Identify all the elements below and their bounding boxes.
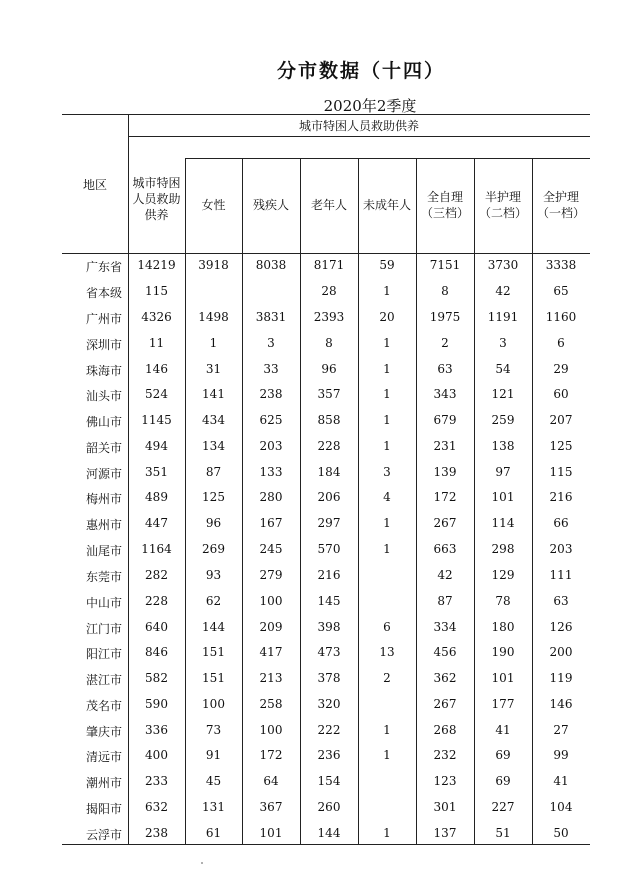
region-name: 广东省: [85, 260, 122, 274]
value-cell: 100: [202, 697, 225, 711]
column-header: 全护理 （一档）: [536, 190, 585, 220]
value-cell: 41: [495, 723, 511, 737]
value-cell: 207: [549, 413, 573, 427]
value-cell: 1: [383, 516, 391, 530]
value-cell: 378: [317, 671, 341, 685]
value-cell: 62: [205, 594, 222, 608]
value-cell: 267: [433, 516, 457, 530]
value-cell: 96: [321, 362, 337, 376]
column-header: 残疾人: [252, 198, 289, 212]
value-cell: 213: [259, 671, 283, 685]
value-cell: 238: [259, 387, 283, 401]
value-cell: 139: [433, 465, 457, 479]
value-cell: 858: [317, 413, 341, 427]
subheader-top-rule: [185, 158, 590, 159]
value-cell: 663: [433, 542, 457, 556]
region-name: 梅州市: [85, 492, 122, 506]
value-cell: 151: [202, 645, 225, 659]
value-cell: 259: [491, 413, 515, 427]
value-cell: 334: [433, 620, 457, 634]
value-cell: 222: [317, 723, 341, 737]
value-cell: 100: [259, 723, 283, 737]
value-cell: 151: [202, 671, 225, 685]
region-name: 湛江市: [85, 673, 122, 687]
value-cell: 494: [145, 439, 168, 453]
value-cell: 206: [317, 490, 341, 504]
value-cell: 846: [145, 645, 168, 659]
value-cell: 6: [383, 620, 391, 634]
value-cell: 101: [491, 671, 515, 685]
value-cell: 1: [209, 336, 218, 350]
value-cell: 2393: [313, 310, 345, 324]
value-cell: 63: [553, 594, 569, 608]
bottom-rule: [62, 844, 590, 845]
value-cell: 126: [549, 620, 573, 634]
value-cell: 14219: [137, 258, 176, 272]
value-cell: 65: [553, 284, 569, 298]
region-name: 江门市: [85, 622, 122, 636]
value-cell: 3: [267, 336, 275, 350]
value-cell: 8: [325, 336, 333, 350]
value-cell: 2: [383, 671, 391, 685]
value-cell: 28: [321, 284, 337, 298]
value-cell: 640: [145, 620, 168, 634]
region-name: 珠海市: [85, 364, 122, 378]
value-cell: 134: [202, 439, 225, 453]
value-cell: 203: [549, 542, 573, 556]
value-cell: 236: [317, 748, 341, 762]
value-cell: 4326: [141, 310, 172, 324]
page-title: 分市数据（十四）: [276, 60, 445, 82]
region-name: 清远市: [85, 750, 122, 764]
value-cell: 172: [433, 490, 457, 504]
value-cell: 336: [145, 723, 168, 737]
value-cell: 1: [383, 542, 391, 556]
value-cell: 1: [383, 439, 391, 453]
value-cell: 41: [553, 774, 569, 788]
column-header: 女性: [201, 198, 226, 212]
value-cell: 115: [549, 465, 573, 479]
value-cell: 146: [549, 697, 573, 711]
value-cell: 489: [145, 490, 168, 504]
value-cell: 228: [317, 439, 341, 453]
value-cell: 11: [148, 336, 165, 350]
header-bottom-rule: [62, 253, 590, 254]
region-name: 阳江市: [85, 647, 122, 661]
value-cell: 279: [259, 568, 283, 582]
region-header: 地区: [82, 178, 107, 192]
value-cell: 456: [433, 645, 457, 659]
value-cell: 131: [202, 800, 225, 814]
value-cell: 29: [553, 362, 569, 376]
value-cell: 129: [491, 568, 515, 582]
value-cell: 31: [205, 362, 222, 376]
region-name: 肇庆市: [85, 725, 122, 739]
value-cell: 216: [317, 568, 341, 582]
value-cell: 524: [145, 387, 168, 401]
value-cell: 268: [433, 723, 457, 737]
value-cell: 190: [491, 645, 515, 659]
value-cell: 3831: [255, 310, 287, 324]
value-cell: 66: [553, 516, 569, 530]
value-cell: 343: [433, 387, 457, 401]
scan-speck: [201, 862, 203, 864]
value-cell: 154: [317, 774, 341, 788]
value-cell: 93: [205, 568, 222, 582]
value-cell: 45: [205, 774, 222, 788]
value-cell: 125: [549, 439, 573, 453]
value-cell: 2: [441, 336, 449, 350]
region-name: 惠州市: [85, 518, 122, 532]
value-cell: 20: [379, 310, 395, 324]
value-cell: 570: [317, 542, 341, 556]
value-cell: 60: [553, 387, 569, 401]
value-cell: 209: [259, 620, 283, 634]
region-name: 广州市: [85, 312, 122, 326]
value-cell: 232: [433, 748, 457, 762]
value-cell: 119: [549, 671, 573, 685]
value-cell: 3918: [198, 258, 229, 272]
value-cell: 1191: [487, 310, 519, 324]
value-cell: 133: [259, 465, 283, 479]
value-cell: 3730: [487, 258, 519, 272]
value-cell: 1: [383, 387, 391, 401]
value-cell: 679: [433, 413, 457, 427]
value-cell: 297: [317, 516, 341, 530]
value-cell: 1: [383, 336, 391, 350]
value-cell: 123: [433, 774, 457, 788]
value-cell: 104: [549, 800, 573, 814]
region-name: 揭阳市: [85, 802, 122, 816]
column-header: 城市特困 人员救助 供养: [132, 176, 181, 222]
value-cell: 367: [259, 800, 283, 814]
value-cell: 582: [145, 671, 168, 685]
value-cell: 1: [383, 362, 391, 376]
group-header: 城市特困人员救助供养: [298, 119, 419, 133]
value-cell: 6: [557, 336, 565, 350]
value-cell: 13: [379, 645, 395, 659]
value-cell: 42: [437, 568, 453, 582]
value-cell: 180: [491, 620, 515, 634]
value-cell: 632: [145, 800, 168, 814]
region-name: 佛山市: [85, 415, 122, 429]
value-cell: 61: [205, 826, 222, 840]
value-cell: 59: [379, 258, 395, 272]
region-name: 潮州市: [85, 776, 122, 790]
value-cell: 99: [553, 748, 569, 762]
value-cell: 121: [491, 387, 515, 401]
value-cell: 233: [145, 774, 168, 788]
value-cell: 64: [263, 774, 279, 788]
value-cell: 3338: [545, 258, 577, 272]
column-header: 半护理 （二档）: [478, 190, 527, 220]
region-name: 中山市: [85, 596, 122, 610]
value-cell: 96: [205, 516, 222, 530]
value-cell: 1: [383, 284, 391, 298]
value-cell: 101: [259, 826, 283, 840]
region-name: 汕尾市: [85, 544, 122, 558]
value-cell: 184: [317, 465, 341, 479]
value-cell: 1: [383, 413, 391, 427]
value-cell: 114: [491, 516, 515, 530]
value-cell: 137: [433, 826, 457, 840]
value-cell: 33: [263, 362, 279, 376]
value-cell: 1: [383, 826, 391, 840]
region-name: 茂名市: [85, 699, 122, 713]
value-cell: 100: [259, 594, 283, 608]
value-cell: 245: [259, 542, 283, 556]
value-cell: 238: [145, 826, 168, 840]
value-cell: 269: [202, 542, 225, 556]
region-name: 河源市: [85, 467, 122, 481]
value-cell: 200: [549, 645, 573, 659]
value-cell: 50: [553, 826, 569, 840]
value-cell: 625: [259, 413, 283, 427]
value-cell: 1: [383, 723, 391, 737]
value-cell: 351: [145, 465, 168, 479]
value-cell: 4: [383, 490, 391, 504]
region-name: 深圳市: [85, 338, 122, 352]
value-cell: 91: [205, 748, 222, 762]
value-cell: 216: [549, 490, 573, 504]
region-name: 省本级: [85, 286, 122, 300]
value-cell: 357: [317, 387, 341, 401]
value-cell: 301: [433, 800, 457, 814]
region-name: 韶关市: [85, 441, 122, 455]
value-cell: 203: [259, 439, 283, 453]
top-rule: [62, 114, 590, 115]
value-cell: 590: [145, 697, 168, 711]
value-cell: 1145: [141, 413, 172, 427]
value-cell: 1975: [429, 310, 461, 324]
value-cell: 78: [495, 594, 511, 608]
period-subtitle: 2020年2季度: [323, 97, 417, 115]
value-cell: 145: [317, 594, 341, 608]
value-cell: 298: [491, 542, 515, 556]
value-cell: 7151: [429, 258, 461, 272]
value-cell: 27: [553, 723, 569, 737]
value-cell: 125: [202, 490, 225, 504]
value-cell: 267: [433, 697, 457, 711]
value-cell: 63: [437, 362, 453, 376]
value-cell: 258: [259, 697, 283, 711]
value-cell: 73: [205, 723, 222, 737]
value-cell: 3: [499, 336, 507, 350]
value-cell: 227: [491, 800, 515, 814]
value-cell: 138: [491, 439, 515, 453]
value-cell: 69: [495, 774, 511, 788]
value-cell: 398: [317, 620, 341, 634]
region-name: 东莞市: [85, 570, 122, 584]
value-cell: 362: [433, 671, 457, 685]
value-cell: 97: [495, 465, 511, 479]
value-cell: 101: [491, 490, 515, 504]
value-cell: 400: [145, 748, 168, 762]
value-cell: 172: [259, 748, 283, 762]
value-cell: 144: [202, 620, 225, 634]
region-name: 云浮市: [85, 828, 122, 842]
value-cell: 434: [202, 413, 225, 427]
value-cell: 282: [145, 568, 168, 582]
value-cell: 447: [145, 516, 168, 530]
column-header: 全自理 （三档）: [420, 190, 469, 220]
value-cell: 320: [317, 697, 341, 711]
group-header-rule: [128, 136, 590, 137]
value-cell: 144: [317, 826, 341, 840]
value-cell: 260: [317, 800, 341, 814]
value-cell: 54: [495, 362, 511, 376]
value-cell: 231: [433, 439, 457, 453]
value-cell: 111: [549, 568, 573, 582]
value-cell: 280: [259, 490, 283, 504]
value-cell: 1498: [198, 310, 229, 324]
value-cell: 1164: [141, 542, 172, 556]
value-cell: 228: [145, 594, 168, 608]
value-cell: 87: [437, 594, 453, 608]
region-name: 汕头市: [85, 389, 122, 403]
value-cell: 87: [205, 465, 222, 479]
value-cell: 473: [317, 645, 341, 659]
value-cell: 115: [145, 284, 168, 298]
value-cell: 8171: [313, 258, 345, 272]
value-cell: 1160: [545, 310, 577, 324]
value-cell: 177: [491, 697, 515, 711]
value-cell: 1: [383, 748, 391, 762]
column-header: 未成年人: [362, 198, 411, 212]
value-cell: 417: [259, 645, 283, 659]
value-cell: 42: [495, 284, 511, 298]
value-cell: 167: [259, 516, 283, 530]
column-header: 老年人: [310, 198, 347, 212]
value-cell: 146: [145, 362, 168, 376]
value-cell: 141: [202, 387, 225, 401]
value-cell: 8038: [255, 258, 287, 272]
value-cell: 69: [495, 748, 511, 762]
value-cell: 51: [495, 826, 511, 840]
value-cell: 8: [441, 284, 449, 298]
value-cell: 3: [383, 465, 391, 479]
